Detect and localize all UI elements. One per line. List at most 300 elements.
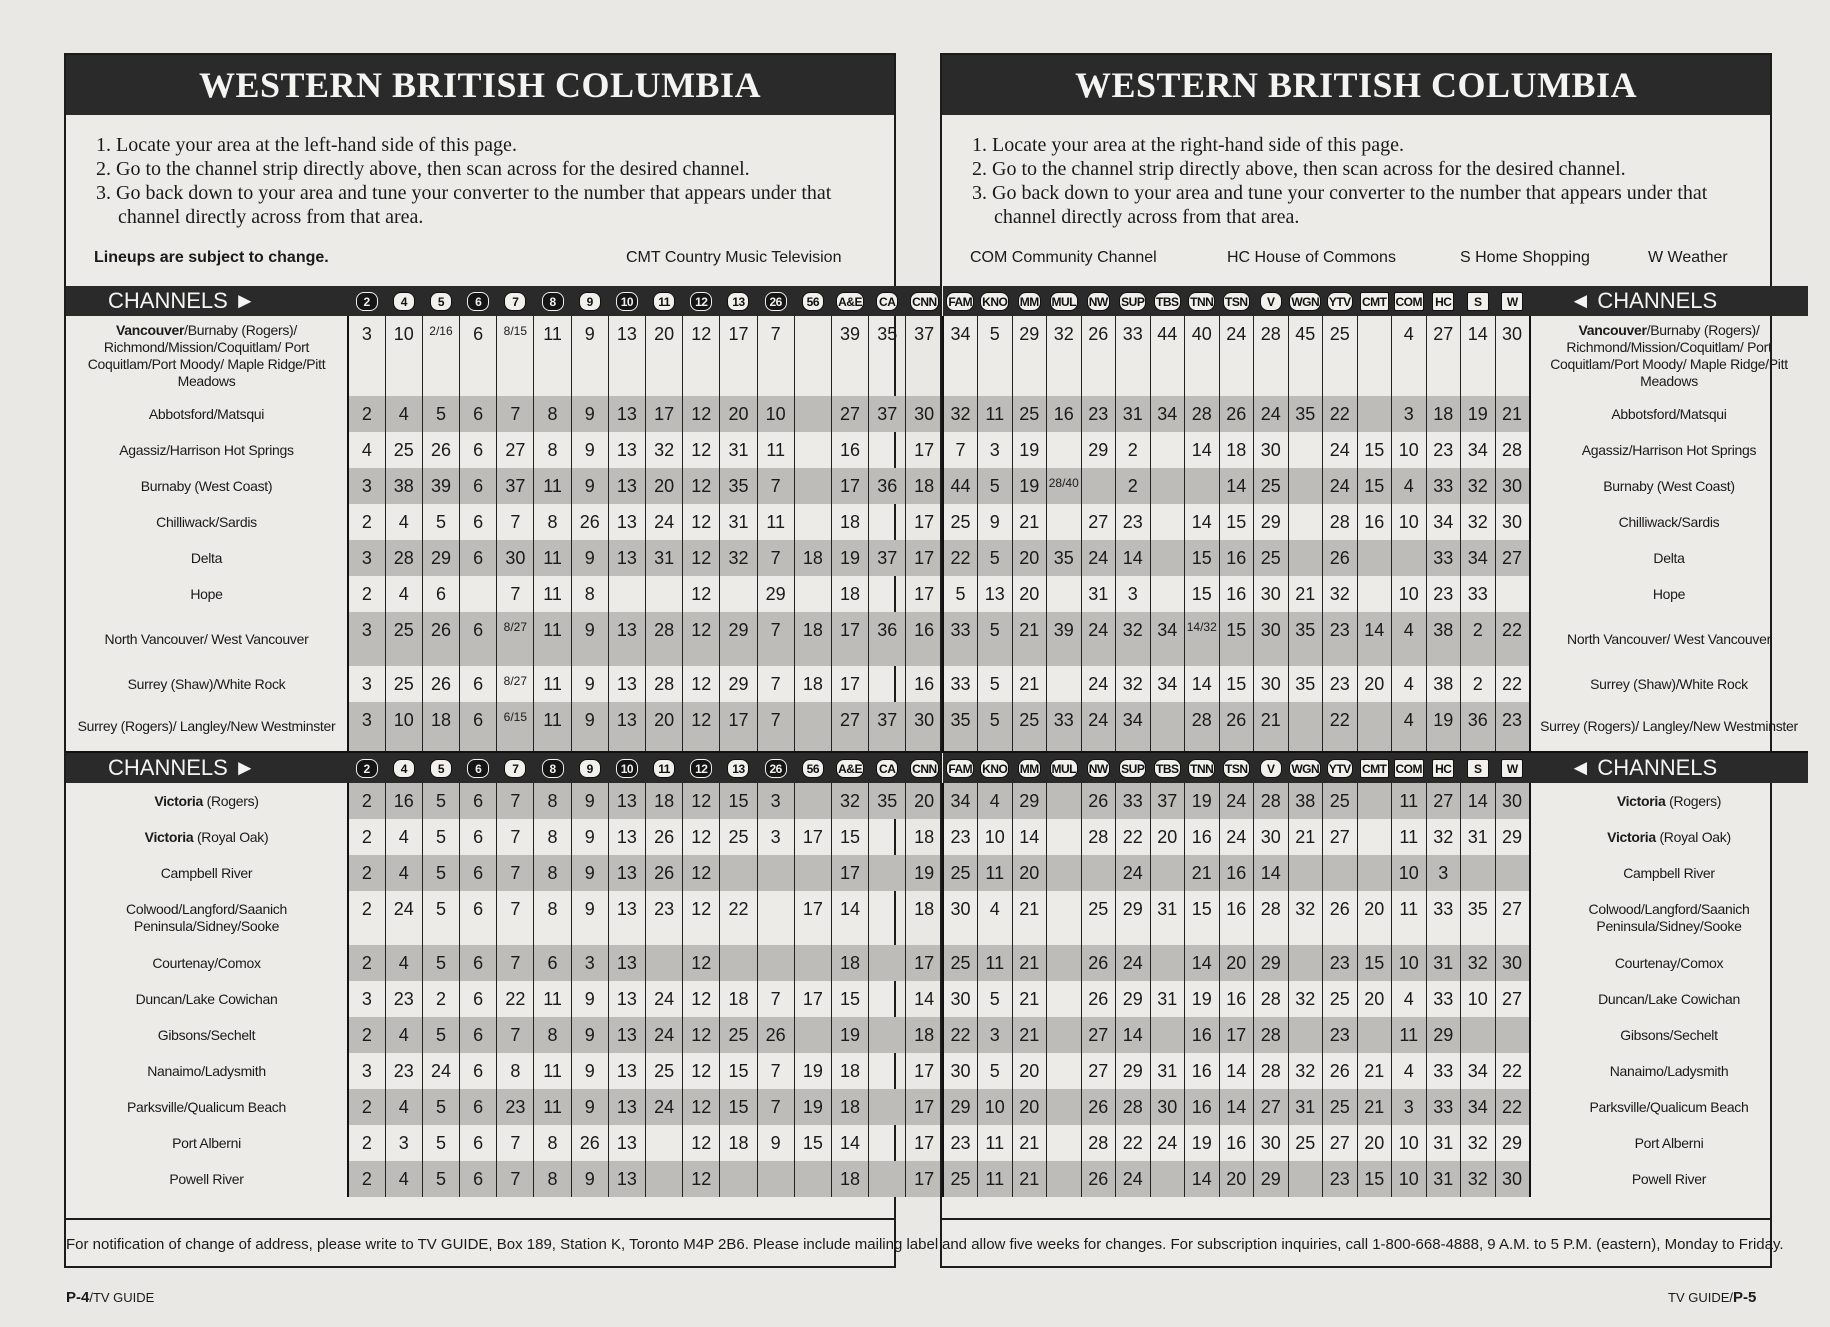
instructions-list: [96, 133, 886, 229]
channel-number-cell: 4: [385, 819, 422, 855]
channel-badge: COM: [1394, 759, 1425, 778]
channel-number-cell: 24: [1081, 666, 1116, 702]
channel-header-cell: [1185, 286, 1220, 316]
channel-number-cell: 34: [1461, 1089, 1496, 1125]
channel-number-cell: 4: [385, 855, 422, 891]
channel-number-cell: [1185, 468, 1220, 504]
channel-header-cell: [683, 752, 720, 783]
channel-number-cell: 6: [460, 316, 497, 396]
channel-number-cell: 38: [385, 468, 422, 504]
channel-number-cell: 3: [757, 783, 794, 819]
channel-number-cell: [757, 891, 794, 945]
channel-number-cell: 14: [1116, 540, 1151, 576]
channel-number-cell: 2: [348, 855, 385, 891]
channel-number-cell: 13: [608, 1017, 645, 1053]
channel-number-cell: 11: [1392, 819, 1427, 855]
channel-number-cell: 17: [906, 576, 943, 612]
channel-number-cell: 3: [348, 1053, 385, 1089]
channel-number-cell: 16: [1357, 504, 1392, 540]
channel-number-cell: 11: [534, 540, 571, 576]
area-name: Abbotsford/Matsqui: [148, 405, 265, 422]
channel-number-cell: 14: [1219, 1053, 1254, 1089]
channel-number-cell: 25: [943, 855, 978, 891]
channel-number-cell: 24: [646, 1017, 683, 1053]
channel-number-cell: 29: [1254, 504, 1289, 540]
page-number-right: [1668, 1289, 1756, 1306]
channel-number-cell: 31: [1081, 576, 1116, 612]
channel-header-cell: [794, 286, 831, 316]
channel-number-cell: 28: [1081, 819, 1116, 855]
instruction-3: 3. Go back down to your area and tune your converter to the number that appears under that channel directly across from that area.: [96, 182, 832, 228]
channel-number-cell: 14: [1461, 783, 1496, 819]
channel-header-cell: [348, 752, 385, 783]
channel-number-cell: 5: [422, 945, 459, 981]
channel-number-cell: 19: [794, 1089, 831, 1125]
channel-number-cell: 30: [906, 702, 943, 752]
channel-number-cell: 31: [1150, 1053, 1185, 1089]
channel-header-cell: [906, 286, 943, 316]
channel-header-cell: [831, 752, 868, 783]
channel-number-cell: 17: [794, 819, 831, 855]
channel-number-cell: [869, 1053, 906, 1089]
channel-number-cell: 24: [422, 1053, 459, 1089]
channel-badge: 12: [690, 759, 712, 778]
channel-header-cell: [1116, 752, 1151, 783]
channel-number-cell: [794, 468, 831, 504]
channel-number-cell: 25: [1081, 891, 1116, 945]
channel-number-cell: 22: [1495, 1089, 1530, 1125]
area-name: Burnaby (West Coast): [140, 477, 273, 494]
area-name: Nanaimo/Ladysmith: [147, 1062, 266, 1079]
channel-number-cell: 28: [1254, 783, 1289, 819]
channel-number-cell: 3: [385, 1125, 422, 1161]
channel-number-cell: 28: [1254, 1017, 1289, 1053]
channel-badge: 5: [430, 292, 452, 311]
channel-number-cell: 18: [906, 819, 943, 855]
channel-number-cell: 6: [460, 819, 497, 855]
area-name: Agassiz/Harrison Hot Springs: [119, 441, 294, 458]
channel-number-cell: 20: [1012, 576, 1047, 612]
channel-number-cell: 14: [1185, 1161, 1220, 1197]
channel-number-cell: 27: [1323, 819, 1358, 855]
channel-number-cell: 30: [1495, 468, 1530, 504]
area-name: Hope: [190, 585, 223, 602]
channel-number-cell: 16: [1219, 855, 1254, 891]
channel-badge: YTV: [1327, 759, 1353, 778]
channel-number-cell: 20: [1150, 819, 1185, 855]
channel-number-cell: 20: [1219, 945, 1254, 981]
channel-number-cell: 10: [1392, 432, 1427, 468]
channel-number-cell: 22: [1323, 702, 1358, 752]
channel-number-cell: 10: [1392, 576, 1427, 612]
channel-number-cell: 14: [1219, 468, 1254, 504]
table-row: [943, 316, 1808, 396]
channel-number-cell: 22: [1323, 396, 1358, 432]
channel-number-cell: 44: [943, 468, 978, 504]
channel-number-cell: 23: [1323, 945, 1358, 981]
channel-number-cell: 5: [422, 855, 459, 891]
channel-number-cell: 17: [906, 1125, 943, 1161]
channel-number-cell: 34: [1461, 432, 1496, 468]
channel-number-cell: 7: [497, 783, 534, 819]
channel-number-cell: 25: [1254, 468, 1289, 504]
channel-number-cell: 20: [1219, 1161, 1254, 1197]
channel-number-cell: 21: [1254, 702, 1289, 752]
channel-number-cell: 23: [1323, 1161, 1358, 1197]
channel-number-cell: 28: [1254, 1053, 1289, 1089]
channel-number-cell: 16: [385, 783, 422, 819]
channel-number-cell: 36: [869, 468, 906, 504]
channel-number-cell: 14: [1012, 819, 1047, 855]
channel-number-cell: 9: [978, 504, 1013, 540]
channel-badge: 5: [430, 759, 452, 778]
channel-number-cell: 8/27: [497, 666, 534, 702]
channel-header-cell: [943, 286, 978, 316]
channel-number-cell: 26: [1081, 783, 1116, 819]
area-name: Parksville/Qualicum Beach: [1589, 1098, 1749, 1115]
folio-right: P-5: [1733, 1289, 1757, 1306]
page-title-right: WESTERN BRITISH COLUMBIA: [942, 55, 1770, 115]
instruction-3-right: 3. Go back down to your area and tune your converter to the number that appears under that channel directly across from that area.: [972, 182, 1708, 228]
table-row: [66, 891, 943, 945]
channel-number-cell: [794, 855, 831, 891]
channel-number-cell: 17: [906, 504, 943, 540]
channel-number-cell: 25: [1323, 981, 1358, 1017]
channel-number-cell: 32: [720, 540, 757, 576]
channel-number-cell: [1288, 702, 1323, 752]
channel-number-cell: 32: [1288, 1053, 1323, 1089]
channel-number-cell: 31: [720, 432, 757, 468]
channel-number-cell: 16: [1185, 1089, 1220, 1125]
channel-badge: SUP: [1119, 759, 1146, 778]
channel-number-cell: 17: [906, 432, 943, 468]
channel-number-cell: [794, 576, 831, 612]
channel-number-cell: 5: [978, 612, 1013, 666]
table-row: [943, 468, 1808, 504]
channel-number-cell: 24: [646, 504, 683, 540]
channel-number-cell: 15: [794, 1125, 831, 1161]
channel-number-cell: [1357, 783, 1392, 819]
channel-number-cell: 30: [1495, 783, 1530, 819]
channel-number-cell: 28: [1254, 891, 1289, 945]
channel-number-cell: 8: [497, 1053, 534, 1089]
channel-number-cell: 34: [1150, 612, 1185, 666]
table-row: [943, 504, 1808, 540]
channel-number-cell: 26: [1081, 316, 1116, 396]
channel-number-cell: 32: [646, 432, 683, 468]
channel-badge: 10: [616, 759, 638, 778]
channel-number-cell: 16: [1185, 1053, 1220, 1089]
channel-number-cell: 12: [683, 432, 720, 468]
table-row: [66, 576, 943, 612]
channel-number-cell: 10: [1392, 855, 1427, 891]
channel-number-cell: 29: [1081, 432, 1116, 468]
channel-header-cell: [460, 286, 497, 316]
channel-number-cell: 28: [646, 666, 683, 702]
area-name: Powell River: [1631, 1170, 1707, 1187]
channel-number-cell: 17: [794, 891, 831, 945]
channel-number-cell: 11: [1392, 783, 1427, 819]
channel-number-cell: [1081, 855, 1116, 891]
table-row: [943, 1053, 1808, 1089]
area-city-bold: Victoria: [144, 828, 194, 845]
channels-header-row: [66, 286, 943, 316]
channel-number-cell: 4: [1392, 702, 1427, 752]
channel-number-cell: 26: [1081, 981, 1116, 1017]
channel-number-cell: 11: [757, 432, 794, 468]
area-name: Hope: [1652, 585, 1686, 602]
channels-label: ◄ CHANNELS: [1530, 286, 1808, 316]
channel-number-cell: [1150, 432, 1185, 468]
channel-number-cell: 35: [869, 783, 906, 819]
channel-number-cell: 24: [1323, 468, 1358, 504]
channel-number-cell: 5: [943, 576, 978, 612]
channel-number-cell: 30: [1495, 945, 1530, 981]
channel-number-cell: 7: [497, 1161, 534, 1197]
channel-number-cell: 22: [1495, 1053, 1530, 1089]
channel-number-cell: 10: [1392, 1161, 1427, 1197]
channel-number-cell: 25: [1012, 396, 1047, 432]
channel-badge: 56: [802, 292, 824, 311]
channel-number-cell: [1288, 1017, 1323, 1053]
channel-number-cell: [869, 1089, 906, 1125]
channel-number-cell: [869, 855, 906, 891]
channel-number-cell: 3: [348, 702, 385, 752]
channel-number-cell: 2: [348, 891, 385, 945]
channel-number-cell: 22: [943, 1017, 978, 1053]
channel-number-cell: 7: [943, 432, 978, 468]
table-row: [66, 702, 943, 752]
channel-badge: KNO: [980, 292, 1009, 311]
legend-s: S Home Shopping: [1460, 249, 1590, 266]
channel-number-cell: 30: [1254, 666, 1289, 702]
channel-number-cell: 30: [1495, 504, 1530, 540]
area-name: Victoria (Royal Oak): [1607, 828, 1731, 845]
channel-number-cell: 2: [348, 945, 385, 981]
channel-number-cell: 17: [831, 612, 868, 666]
channel-number-cell: 6: [534, 945, 571, 981]
channel-number-cell: 29: [1495, 819, 1530, 855]
channel-number-cell: 9: [571, 1089, 608, 1125]
channel-badge: V: [1260, 759, 1282, 778]
area-name: Surrey (Rogers)/ Langley/New Westminster: [77, 718, 336, 734]
channel-number-cell: 32: [1288, 891, 1323, 945]
channel-number-cell: 6: [460, 1053, 497, 1089]
channel-number-cell: 5: [422, 891, 459, 945]
channel-number-cell: 13: [608, 666, 645, 702]
channel-number-cell: [869, 666, 906, 702]
channel-number-cell: 23: [943, 1125, 978, 1161]
channel-number-cell: 4: [1392, 981, 1427, 1017]
channel-number-cell: 27: [1426, 316, 1461, 396]
channel-number-cell: 30: [1254, 1125, 1289, 1161]
channel-number-cell: 20: [1012, 1089, 1047, 1125]
channel-header-cell: [1254, 752, 1289, 783]
channel-header-cell: [571, 286, 608, 316]
channel-number-cell: 17: [831, 666, 868, 702]
table-row: [66, 945, 943, 981]
channel-number-cell: 14: [1185, 945, 1220, 981]
channel-number-cell: 26: [757, 1017, 794, 1053]
channel-number-cell: 25: [1323, 316, 1358, 396]
channel-number-cell: 13: [608, 396, 645, 432]
channel-number-cell: 39: [1047, 612, 1082, 666]
channel-number-cell: 5: [422, 819, 459, 855]
channel-badge: 6: [467, 759, 489, 778]
channel-number-cell: 35: [720, 468, 757, 504]
channel-number-cell: 26: [571, 1125, 608, 1161]
channel-number-cell: 18: [1219, 432, 1254, 468]
area-name: Gibsons/Sechelt: [157, 1026, 256, 1043]
channel-number-cell: 11: [534, 612, 571, 666]
channel-number-cell: 34: [1461, 1053, 1496, 1089]
channel-number-cell: 6: [460, 432, 497, 468]
channel-number-cell: 2: [1461, 612, 1496, 666]
channel-number-cell: 7: [497, 576, 534, 612]
channel-number-cell: 26: [1081, 1089, 1116, 1125]
channel-number-cell: 27: [1081, 1017, 1116, 1053]
table-row: [943, 855, 1808, 891]
left-channel-table: [66, 286, 944, 1197]
channel-number-cell: 31: [1116, 396, 1151, 432]
channel-badge: KNO: [980, 759, 1009, 778]
channel-number-cell: 4: [348, 432, 385, 468]
channel-number-cell: 18: [831, 1161, 868, 1197]
channel-number-cell: 33: [1116, 316, 1151, 396]
channel-number-cell: 34: [943, 783, 978, 819]
channel-number-cell: 5: [978, 1053, 1013, 1089]
channel-number-cell: 13: [608, 855, 645, 891]
area-name: Chilliwack/Sardis: [1618, 513, 1720, 530]
channel-number-cell: 30: [1254, 576, 1289, 612]
channel-number-cell: 24: [1081, 540, 1116, 576]
channel-number-cell: 9: [571, 540, 608, 576]
area-name: Burnaby (West Coast): [1603, 477, 1735, 494]
table-row: [66, 855, 943, 891]
channel-number-cell: 23: [497, 1089, 534, 1125]
channel-number-cell: 33: [1426, 891, 1461, 945]
channel-number-cell: [1047, 891, 1082, 945]
area-city-bold: Vancouver: [1578, 322, 1647, 338]
channel-number-cell: 14: [1185, 504, 1220, 540]
table-row: [943, 432, 1808, 468]
channel-number-cell: 26: [422, 666, 459, 702]
channel-number-cell: 7: [757, 1089, 794, 1125]
channel-number-cell: 39: [831, 316, 868, 396]
channel-number-cell: 22: [1116, 819, 1151, 855]
channel-badge: NW: [1087, 759, 1110, 778]
channel-number-cell: 11: [1392, 891, 1427, 945]
channel-number-cell: 20: [1357, 1125, 1392, 1161]
channel-header-cell: [1426, 286, 1461, 316]
channel-number-cell: 26: [1323, 540, 1358, 576]
channel-number-cell: 6: [460, 468, 497, 504]
area-name: Port Alberni: [1634, 1134, 1704, 1151]
channel-number-cell: [794, 783, 831, 819]
channel-number-cell: 28: [1185, 396, 1220, 432]
channel-number-cell: 5: [422, 504, 459, 540]
channel-number-cell: 20: [1012, 855, 1047, 891]
channel-badge: HC: [1432, 292, 1454, 311]
channel-number-cell: 28: [1116, 1089, 1151, 1125]
channel-number-cell: [1288, 855, 1323, 891]
channel-number-cell: 25: [385, 432, 422, 468]
channel-number-cell: 8: [534, 891, 571, 945]
channel-number-cell: 16: [906, 612, 943, 666]
area-name: Port Alberni: [172, 1134, 241, 1151]
channel-number-cell: 8: [534, 1017, 571, 1053]
area-name: Duncan/Lake Cowichan: [1598, 990, 1740, 1007]
channel-number-cell: 6: [460, 504, 497, 540]
channel-number-cell: 4: [385, 396, 422, 432]
area-name: Victoria (Rogers): [154, 792, 259, 809]
channel-number-cell: [720, 855, 757, 891]
channel-number-cell: 7: [497, 891, 534, 945]
channel-number-cell: 14: [831, 1125, 868, 1161]
channel-number-cell: [794, 1017, 831, 1053]
channel-number-cell: 29: [1116, 1053, 1151, 1089]
channel-number-cell: 27: [1081, 1053, 1116, 1089]
channel-number-cell: 11: [534, 316, 571, 396]
channel-number-cell: 9: [571, 432, 608, 468]
channel-number-cell: 7: [757, 702, 794, 752]
channel-badge: V: [1260, 292, 1282, 311]
area-name: Duncan/Lake Cowichan: [135, 990, 278, 1007]
channel-number-cell: 22: [1495, 612, 1530, 666]
channel-number-cell: 6: [460, 981, 497, 1017]
channel-number-cell: 30: [943, 981, 978, 1017]
channel-number-cell: 24: [1081, 612, 1116, 666]
channel-number-cell: 32: [943, 396, 978, 432]
channel-number-cell: 29: [1426, 1017, 1461, 1053]
channel-badge: 2: [356, 292, 378, 311]
channel-number-cell: 16: [831, 432, 868, 468]
channel-number-cell: 30: [1254, 819, 1289, 855]
channel-number-cell: [720, 1161, 757, 1197]
channel-number-cell: 18: [906, 891, 943, 945]
channel-number-cell: [1461, 855, 1496, 891]
channels-label: CHANNELS ►: [66, 752, 348, 783]
channel-number-cell: [794, 316, 831, 396]
channel-number-cell: 10: [1392, 945, 1427, 981]
channel-number-cell: 30: [1254, 612, 1289, 666]
channel-number-cell: 12: [683, 504, 720, 540]
channel-badge: CNN: [910, 759, 939, 778]
channel-number-cell: [1047, 432, 1082, 468]
channel-number-cell: 19: [1012, 468, 1047, 504]
channel-number-cell: 27: [831, 396, 868, 432]
channel-number-cell: 11: [534, 702, 571, 752]
channel-number-cell: 30: [1150, 1089, 1185, 1125]
channel-number-cell: 25: [1254, 540, 1289, 576]
channel-number-cell: 12: [683, 1053, 720, 1089]
table-row: [943, 1125, 1808, 1161]
channel-badge: 26: [765, 759, 787, 778]
channel-badge: CA: [876, 759, 898, 778]
channel-number-cell: 35: [1288, 612, 1323, 666]
channel-badge: 56: [802, 759, 824, 778]
channel-number-cell: 30: [943, 1053, 978, 1089]
channel-badge: 4: [393, 759, 415, 778]
channel-number-cell: 12: [683, 783, 720, 819]
area-name: Campbell River: [160, 864, 253, 881]
channel-number-cell: 33: [1426, 540, 1461, 576]
channel-number-cell: 20: [1357, 891, 1392, 945]
channel-number-cell: 22: [1116, 1125, 1151, 1161]
channel-number-cell: [1047, 819, 1082, 855]
channel-header-cell: [720, 286, 757, 316]
channel-number-cell: 4: [385, 945, 422, 981]
